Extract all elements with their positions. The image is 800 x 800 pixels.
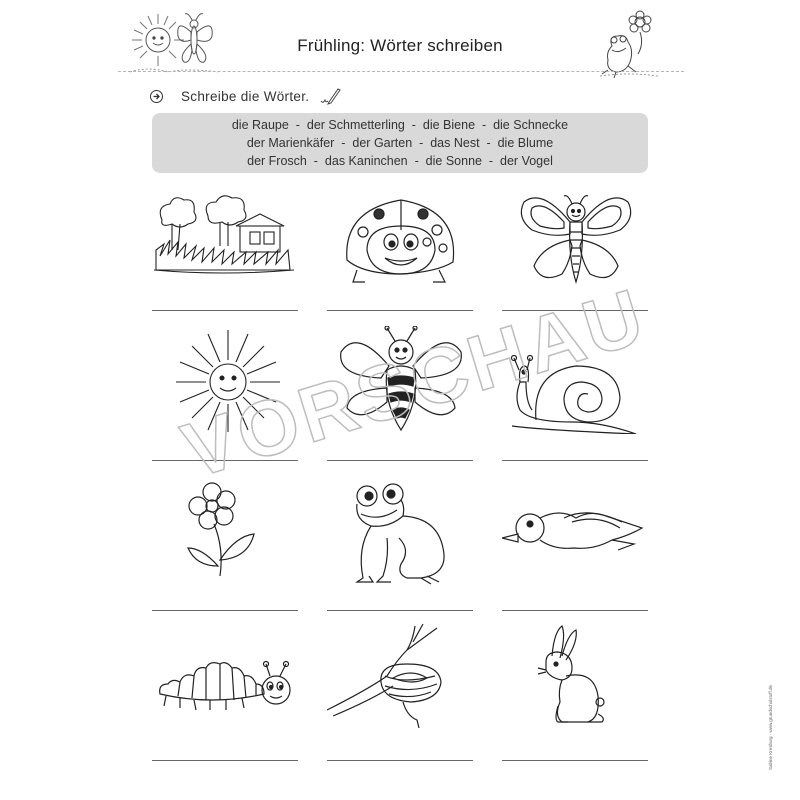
rabbit-icon [502,622,650,730]
writing-line[interactable] [502,760,648,761]
flower-icon [152,478,300,586]
instruction-text: Schreibe die Wörter. [181,88,310,104]
writing-line[interactable] [152,610,298,611]
caterpillar-icon [152,628,300,736]
picture-cell [502,186,650,310]
page-title: Frühling: Wörter schreiben [297,36,503,55]
writing-line[interactable] [502,460,648,461]
picture-cell [152,628,300,752]
frog-icon [327,478,475,586]
writing-line[interactable] [502,310,648,311]
bee-icon [327,326,475,434]
butterfly-icon [502,186,650,294]
writing-line[interactable] [327,310,473,311]
picture-cell [152,326,300,450]
writing-line[interactable] [152,460,298,461]
writing-line[interactable] [502,610,648,611]
picture-cell [152,190,300,314]
word-bank [152,113,648,173]
picture-cell [327,620,475,744]
writing-line[interactable] [327,460,473,461]
arrow-right-circle-icon [150,90,163,103]
word-bank-line: die Raupe - der Schmetterling - die Biene - die Schnecke [231,118,569,132]
word-bank-line: der Frosch - das Kaninchen - die Sonne - der Vogel [247,154,553,168]
garden-icon [152,190,300,298]
picture-cell [327,326,475,450]
ladybug-icon [327,190,475,298]
picture-cell [327,478,475,602]
header-divider [118,71,684,72]
writing-line[interactable] [152,310,298,311]
side-credit [768,640,778,770]
picture-cell [152,478,300,602]
picture-cell [502,478,650,602]
bird-icon [502,478,650,586]
writing-line[interactable] [152,760,298,761]
watermark-text: VORSCHAU [172,270,657,495]
snail-icon [502,326,650,434]
side-credit-text: Sabine Kresburg · www.grundschulstoff.de [768,685,773,770]
word-bank-line: der Marienkäfer - der Garten - das Nest - die Blume [246,136,554,150]
instruction-row [150,86,341,106]
writing-line[interactable] [327,610,473,611]
writing-line[interactable] [327,760,473,761]
nest-icon [327,620,475,728]
picture-cell [327,190,475,314]
frog-flower-decoration-icon [598,10,668,80]
picture-cell [502,326,650,450]
pencil-icon [319,87,341,105]
picture-cell [502,622,650,746]
sun-icon [152,326,300,434]
